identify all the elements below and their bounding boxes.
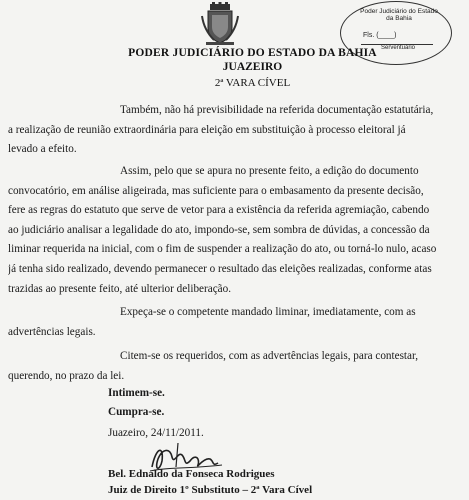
document-date: Juazeiro, 24/11/2011. (108, 427, 204, 439)
paragraph-line: Assim, pelo que se apura no presente feito, a edição do documento (120, 165, 419, 177)
paragraph-line: liminar requerida na inicial, com o fim de suspender a realização do ato, ou torná-lo nulo, acaso (8, 243, 437, 256)
paragraph-line: Citem-se os requeridos, com as advertências legais, para contestar, (120, 350, 419, 362)
judge-name: Bel. Ednaldo da Fonseca Rodrigues (108, 468, 275, 480)
paragraph-line: ao judiciário analisar a legalidade do ato, impondo-se, sem sombra de dúvidas, a concessão da (8, 223, 430, 236)
paragraph-line: fere as regras do estatuto que serve de vetor para a existência da referida agremiação, cabendo (8, 204, 430, 217)
coat-of-arms-icon (200, 2, 240, 46)
stamp-top-text: Poder Judiciário do Estado da Bahia (360, 8, 438, 22)
paragraph-3 (8, 303, 456, 342)
closing-intimem: Intimem-se. (108, 387, 165, 399)
paragraph-line: Expeça-se o competente mandado liminar, imediatamente, com as (120, 306, 416, 318)
paragraph-line: advertências legais. (8, 325, 96, 338)
paragraph-line: querendo, no prazo da lei. (8, 369, 125, 382)
header-city: JUAZEIRO (222, 61, 283, 73)
header-court-name: PODER JUDICIÁRIO DO ESTADO DA BAHIA (128, 47, 377, 59)
paragraph-line: a realização de reunião extraordinária para eleição em substituição à processo eleitoral já (8, 123, 406, 136)
paragraph-4 (8, 347, 456, 386)
paragraph-line: trazidas ao presente feito, até ulterior deliberação. (8, 282, 232, 295)
judge-title: Juiz de Direito 1º Substituto – 2ª Vara Cível (108, 484, 313, 496)
stamp-bottom-text: Serventuário (380, 45, 416, 51)
paragraph-2 (8, 162, 456, 299)
paragraph-line: levado a efeito. (8, 143, 77, 156)
closing-cumpra: Cumpra-se. (108, 406, 165, 418)
paragraph-line: Também, não há previsibilidade na referida documentação estatutária, (120, 104, 434, 116)
paragraph-1 (8, 101, 456, 160)
stamp-fls-label: Fls. (____) (363, 32, 397, 39)
paragraph-line: já tenha sido realizado, devendo permanecer o resultado das eleições realizadas, conforme atas (8, 262, 432, 275)
header-division: 2ª VARA CÍVEL (214, 77, 291, 89)
paragraph-line: convocatório, em análise aligeirada, mas suficiente para o embasamento da presente decisão, (8, 184, 424, 197)
